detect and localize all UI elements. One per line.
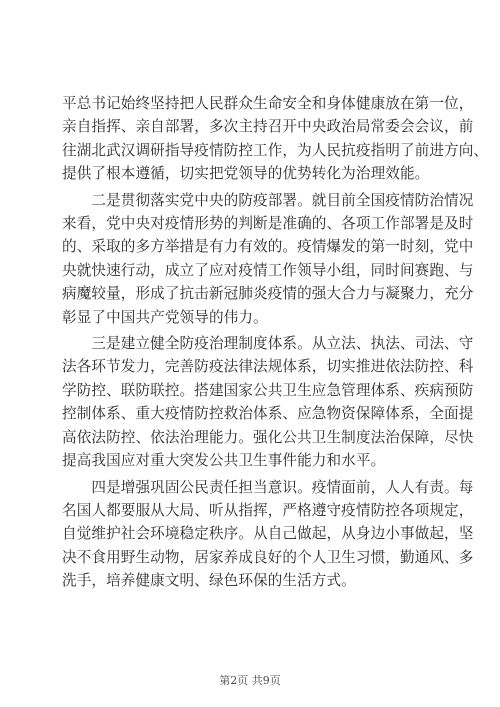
text-line: 四是增强巩固公民责任担当意识。疫情面前，人人有责。每 bbox=[62, 478, 474, 496]
text-line: 的、采取的多方举措是有力有效的。疫情爆发的第一时刻，党中 bbox=[62, 238, 474, 256]
text-line: 高依法防控、依法治理能力。强化公共卫生制度法治保障，尽快 bbox=[62, 428, 474, 446]
text-line: 二是贯彻落实党中央的防疫部署。就目前全国疫情防治情况 bbox=[62, 191, 474, 209]
text-line: 央就快速行动，成立了应对疫情工作领导小组，同时间赛跑、与 bbox=[62, 261, 474, 279]
document-body bbox=[62, 92, 489, 593]
text-line: 学防控、联防联控。搭建国家公共卫生应急管理体系、疾病预防 bbox=[62, 381, 474, 399]
text-line: 彰显了中国共产党领导的伟力。 bbox=[62, 308, 268, 326]
text-line: 来看，党中央对疫情形势的判断是准确的、各项工作部署是及时 bbox=[62, 215, 474, 233]
text-line: 名国人都要服从大局、听从指挥，严格遵守疫情防控各项规定， bbox=[62, 501, 474, 519]
page-number-footer: 第2页 共9页 bbox=[219, 674, 281, 687]
text-line: 提高我国应对重大突发公共卫生事件能力和水平。 bbox=[62, 452, 386, 470]
paragraph-2 bbox=[62, 189, 474, 329]
text-line: 亲自指挥、亲自部署，多次主持召开中央政治局常委会会议，前 bbox=[62, 118, 474, 136]
text-line: 决不食用野生动物，居家养成良好的个人卫生习惯，勤通风、多 bbox=[62, 548, 474, 566]
text-line: 自觉维护社会环境稳定秩序。从自己做起，从身边小事做起，坚 bbox=[62, 525, 474, 543]
paragraph-3 bbox=[62, 332, 474, 472]
text-line: 提供了根本遵循，切实把党领导的优势转化为治理效能。 bbox=[62, 165, 430, 183]
text-line: 洗手，培养健康文明、绿色环保的生活方式。 bbox=[62, 572, 356, 590]
text-line: 往湖北武汉调研指导疫情防控工作，为人民抗疫指明了前进方向、 bbox=[62, 141, 489, 159]
paragraph-1 bbox=[62, 92, 489, 186]
paragraph-4 bbox=[62, 476, 474, 593]
text-line: 病魔较量，形成了抗击新冠肺炎疫情的强大合力与凝聚力，充分 bbox=[62, 285, 474, 303]
text-line: 控制体系、重大疫情防控救治体系、应急物资保障体系，全面提 bbox=[62, 405, 474, 423]
text-line: 平总书记始终坚持把人民群众生命安全和身体健康放在第一位， bbox=[62, 95, 474, 112]
text-line: 法各环节发力，完善防疫法律法规体系，切实推进依法防控、科 bbox=[62, 358, 474, 376]
text-line: 三是建立健全防疫治理制度体系。从立法、执法、司法、守 bbox=[62, 335, 474, 353]
